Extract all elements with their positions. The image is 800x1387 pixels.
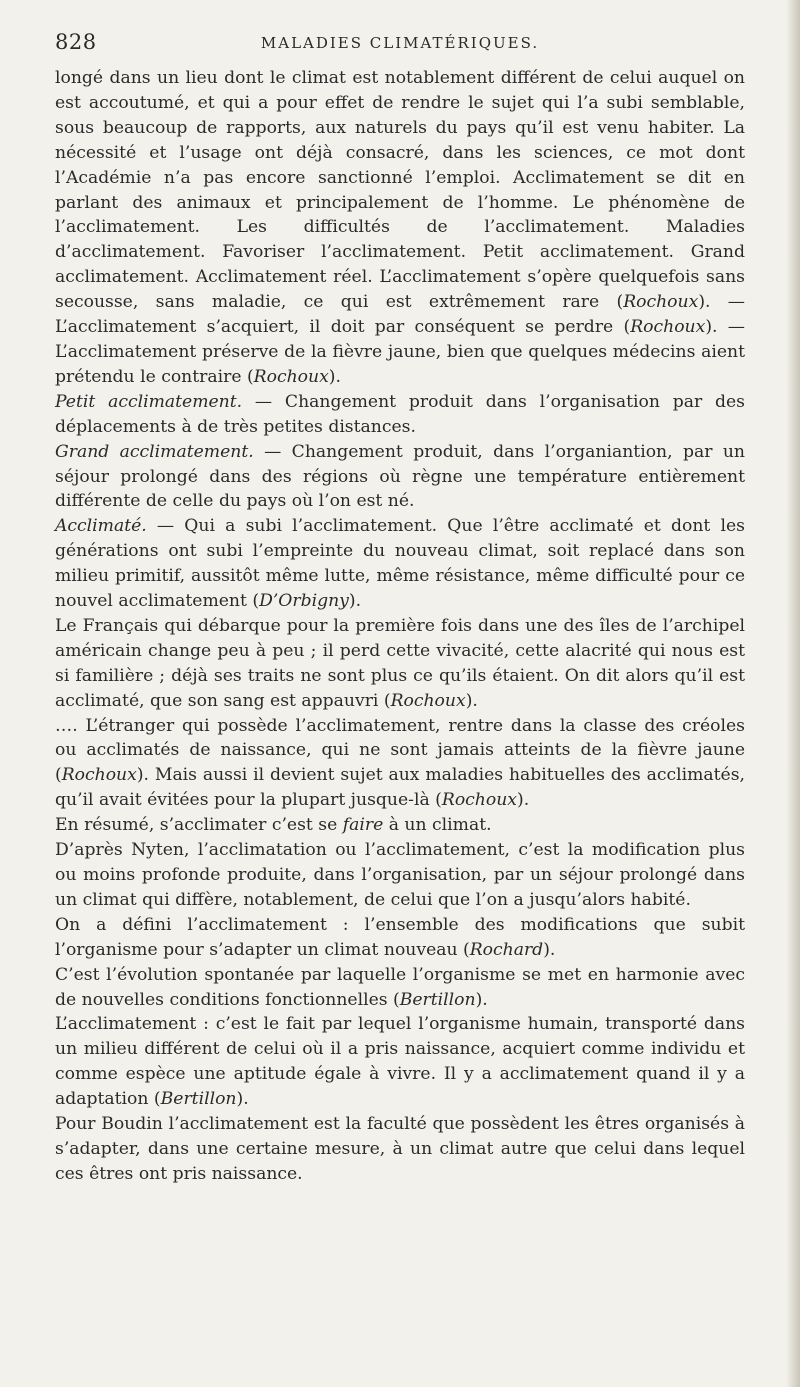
- italic-text: faire: [342, 815, 384, 836]
- text-segment: ).: [328, 366, 341, 387]
- text-segment: L’acclimatement : c’est le fait par lequel l’organisme humain, transporté dans un milieu différent de celui où il a pris naissance, acquiert comme individu et comme espèce une aptitude égale à vivre. Il y a acclimatement quand il y a adaptation (: [55, 1014, 745, 1110]
- italic-text: Bertillon: [399, 989, 476, 1010]
- paragraph: [55, 963, 745, 1013]
- text-segment: C’est l’évolution spontanée par laquelle l’organisme se met en harmonie avec de nouvelles conditions fonctionnelles (: [55, 964, 745, 1010]
- paragraph: [55, 440, 745, 515]
- paragraph: [55, 390, 745, 440]
- text-segment: — Qui a subi l’acclimatement. Que l’être acclimaté et dont les générations ont subi l’empreinte du nouveau climat, soit replacé dans son milieu primitif, aussitôt même lutte, même résistance, même difficulté pour ce nouvel acclimatement (: [55, 516, 745, 612]
- italic-text: Petit acclimatement.: [55, 391, 243, 412]
- text-segment: ).: [465, 690, 478, 711]
- running-title: MALADIES CLIMATÉRIQUES.: [260, 34, 540, 52]
- italic-text: Rochoux: [441, 790, 517, 811]
- italic-text: Acclimaté.: [55, 516, 147, 537]
- text-segment: Pour Boudin l’acclimatement est la faculté que possèdent les êtres organisés à s’adapter, dans une certaine mesure, à un climat autre que celui dans lequel ces êtres ont pris naissance.: [55, 1114, 745, 1184]
- paragraph: [55, 514, 745, 614]
- page-edge-shadow: [786, 0, 800, 1387]
- italic-text: Rochoux: [253, 366, 329, 387]
- italic-text: Grand acclimatement.: [55, 441, 254, 462]
- paragraph: [55, 614, 745, 714]
- italic-text: Rochoux: [623, 292, 699, 313]
- page-header: [55, 30, 745, 60]
- italic-text: Rochoux: [61, 765, 137, 786]
- italic-text: Rochoux: [630, 317, 706, 338]
- text-segment: — Changement produit dans l’organisation par des déplacements à de très petites distances.: [55, 391, 745, 437]
- text-segment: ).: [543, 939, 556, 960]
- text-segment: ). — L’acclimatement préserve de la fièvre jaune, bien que quelques médecins aient prétendu le contraire (: [55, 317, 745, 387]
- paragraph: [55, 913, 745, 963]
- text-segment: ). Mais aussi il devient sujet aux maladies habituelles des acclimatés, qu’il avait évitées pour la plupart jusque-là (: [55, 765, 745, 811]
- paragraph: [55, 714, 745, 814]
- text-segment: …. L’étranger qui possède l’acclimatement, rentre dans la classe des créoles ou acclimatés de naissance, qui ne sont jamais atteints de la fièvre jaune (: [55, 715, 745, 786]
- paragraph: [55, 66, 745, 390]
- paragraph: [55, 838, 745, 913]
- paragraph: [55, 1012, 745, 1112]
- italic-text: Bertillon: [160, 1089, 237, 1110]
- text-segment: En résumé, s’acclimater c’est se: [55, 815, 343, 836]
- text-segment: ).: [475, 989, 488, 1010]
- text-segment: Le Français qui débarque pour la première fois dans une des îles de l’archipel américain change peu à peu ; il perd cette vivacité, cette alacrité qui nous est si familière ; déjà ses traits ne sont plus ce qu’ils étaient. On dit alors qu’il est acclimaté, que son sang est appauvri (: [55, 615, 745, 711]
- text-segment: ). — L’acclimatement s’acquiert, il doit par conséquent se perdre (: [55, 292, 745, 338]
- text-segment: D’après Nyten, l’acclimatation ou l’acclimatement, c’est la modification plus ou moins profonde produite, dans l’organisation, par un séjour prolongé dans un climat qui diffère, notablement, de celui que l’on a jusqu’alors habité.: [55, 840, 745, 910]
- italic-text: Rochoux: [390, 690, 466, 711]
- text-segment: ).: [236, 1089, 249, 1110]
- body-text: [55, 66, 745, 1187]
- text-segment: à un climat.: [383, 815, 492, 836]
- page-number: 828: [55, 30, 97, 54]
- text-segment: On a défini l’acclimatement : l’ensemble des modifications que subit l’organisme pour s’adapter un climat nouveau (: [55, 914, 745, 960]
- text-segment: longé dans un lieu dont le climat est notablement différent de celui auquel on est accoutumé, et qui a pour effet de rendre le sujet qui l’a subi semblable, sous beaucoup de rapports, aux naturels du pays qu’il est venu habiter. La nécessité et l’usage ont déjà consacré, dans les sciences, ce mot dont l’Académie n’a pas encore sanctionné l’emploi. Acclimatement se dit en parlant des animaux et principalement de l’homme. Le phénomène de l’acclimatement. Les difficultés de l’acclimatement. Maladies d’acclimatement. Favoriser l’acclimatement. Petit acclimatement. Grand acclimatement. Acclimatement réel. L’acclimatement s’opère quelquefois sans secousse, sans maladie, ce qui est extrêmement rare (: [55, 68, 745, 313]
- italic-text: D’Orbigny: [259, 591, 349, 612]
- text-segment: ).: [516, 790, 530, 811]
- paragraph: [55, 813, 745, 838]
- text-segment: ).: [348, 591, 362, 612]
- text-segment: — Changement produit, dans l’organiantion, par un séjour prolongé dans des régions où règne une température entièrement différente de celle du pays où l’on est né.: [55, 441, 745, 512]
- paragraph: [55, 1112, 745, 1187]
- italic-text: Rochard: [469, 939, 544, 960]
